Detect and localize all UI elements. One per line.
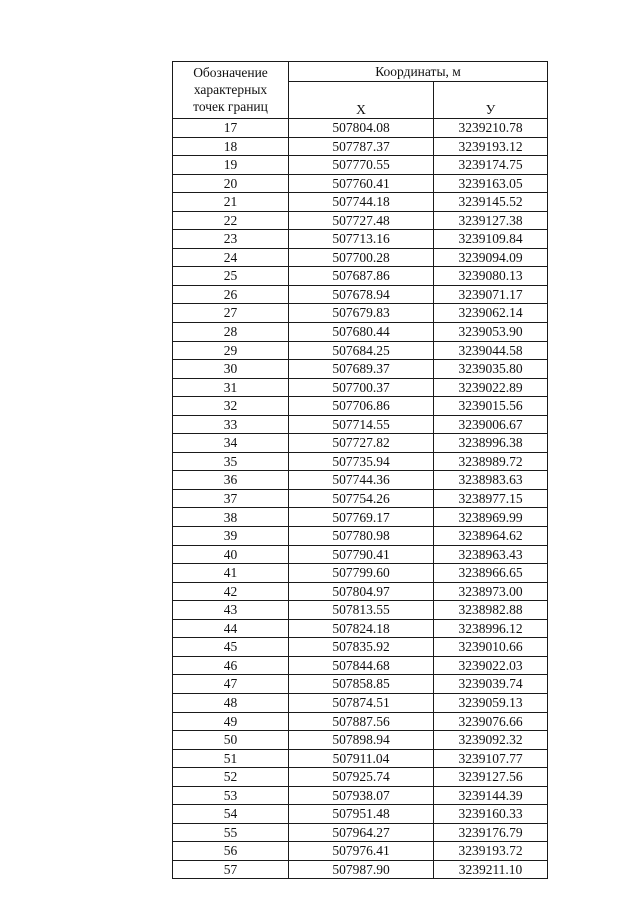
x-coordinate-cell: 507678.94 <box>289 285 434 304</box>
y-coordinate-cell: 3239163.05 <box>434 174 548 193</box>
y-coordinate-cell: 3239211.10 <box>434 860 548 879</box>
x-coordinate-cell: 507727.48 <box>289 211 434 230</box>
point-id-cell: 39 <box>173 527 289 546</box>
point-id-cell: 33 <box>173 415 289 434</box>
y-coordinate-cell: 3239109.84 <box>434 230 548 249</box>
y-coordinate-cell: 3239094.09 <box>434 248 548 267</box>
point-id-cell: 21 <box>173 193 289 212</box>
point-id-cell: 19 <box>173 156 289 175</box>
table-row <box>173 434 548 453</box>
point-id-cell: 51 <box>173 749 289 768</box>
table-row <box>173 564 548 583</box>
coordinates-header: Координаты, м <box>289 62 548 82</box>
point-id-header <box>173 62 289 119</box>
point-id-header-line: точек границ <box>193 99 268 114</box>
table-row <box>173 341 548 360</box>
x-coordinate-cell: 507835.92 <box>289 638 434 657</box>
point-id-cell: 52 <box>173 768 289 787</box>
y-coordinate-cell: 3239059.13 <box>434 693 548 712</box>
y-coordinate-cell: 3239127.38 <box>434 211 548 230</box>
x-coordinate-cell: 507804.08 <box>289 119 434 138</box>
point-id-cell: 31 <box>173 378 289 397</box>
x-coordinate-cell: 507713.16 <box>289 230 434 249</box>
x-coordinate-cell: 507799.60 <box>289 564 434 583</box>
table-row <box>173 731 548 750</box>
table-row <box>173 489 548 508</box>
table-row <box>173 285 548 304</box>
x-coordinate-cell: 507804.97 <box>289 582 434 601</box>
x-coordinate-cell: 507844.68 <box>289 656 434 675</box>
table-row <box>173 378 548 397</box>
point-id-cell: 25 <box>173 267 289 286</box>
point-id-cell: 54 <box>173 805 289 824</box>
table-row <box>173 304 548 323</box>
y-coordinate-cell: 3239092.32 <box>434 731 548 750</box>
x-coordinate-cell: 507680.44 <box>289 323 434 342</box>
point-id-cell: 28 <box>173 323 289 342</box>
table-row <box>173 545 548 564</box>
point-id-cell: 56 <box>173 842 289 861</box>
x-coordinate-cell: 507770.55 <box>289 156 434 175</box>
table-row <box>173 749 548 768</box>
y-coordinate-cell: 3238963.43 <box>434 545 548 564</box>
point-id-header-line: Обозначение <box>193 65 268 80</box>
x-coordinate-cell: 507858.85 <box>289 675 434 694</box>
point-id-cell: 55 <box>173 823 289 842</box>
table-row <box>173 193 548 212</box>
point-id-cell: 34 <box>173 434 289 453</box>
table-row <box>173 860 548 879</box>
point-id-cell: 23 <box>173 230 289 249</box>
x-coordinate-cell: 507911.04 <box>289 749 434 768</box>
x-coordinate-cell: 507951.48 <box>289 805 434 824</box>
point-id-cell: 29 <box>173 341 289 360</box>
y-coordinate-cell: 3239107.77 <box>434 749 548 768</box>
point-id-cell: 35 <box>173 452 289 471</box>
x-coordinate-cell: 507976.41 <box>289 842 434 861</box>
y-coordinate-cell: 3239044.58 <box>434 341 548 360</box>
y-coordinate-cell: 3239053.90 <box>434 323 548 342</box>
point-id-cell: 53 <box>173 786 289 805</box>
point-id-cell: 17 <box>173 119 289 138</box>
y-coordinate-cell: 3239193.72 <box>434 842 548 861</box>
coordinates-table <box>172 61 548 879</box>
y-coordinate-cell: 3239160.33 <box>434 805 548 824</box>
table-row <box>173 805 548 824</box>
table-row <box>173 638 548 657</box>
y-coordinate-cell: 3239015.56 <box>434 397 548 416</box>
point-id-cell: 45 <box>173 638 289 657</box>
y-coordinate-cell: 3239010.66 <box>434 638 548 657</box>
point-id-cell: 44 <box>173 619 289 638</box>
x-coordinate-cell: 507700.37 <box>289 378 434 397</box>
x-coordinate-cell: 507874.51 <box>289 693 434 712</box>
y-coordinate-cell: 3239193.12 <box>434 137 548 156</box>
x-coordinate-cell: 507689.37 <box>289 360 434 379</box>
point-id-cell: 40 <box>173 545 289 564</box>
point-id-cell: 57 <box>173 860 289 879</box>
y-coordinate-cell: 3238966.65 <box>434 564 548 583</box>
table-row <box>173 267 548 286</box>
point-id-cell: 27 <box>173 304 289 323</box>
y-coordinate-cell: 3238973.00 <box>434 582 548 601</box>
table-row <box>173 137 548 156</box>
x-coordinate-cell: 507727.82 <box>289 434 434 453</box>
table-row <box>173 248 548 267</box>
point-id-header-line: характерных <box>193 82 268 97</box>
table-row <box>173 415 548 434</box>
table-row <box>173 712 548 731</box>
table-row <box>173 842 548 861</box>
x-coordinate-cell: 507987.90 <box>289 860 434 879</box>
table-row <box>173 823 548 842</box>
table-row <box>173 119 548 138</box>
x-coordinate-cell: 507964.27 <box>289 823 434 842</box>
x-column-header: X <box>289 81 434 118</box>
point-id-cell: 24 <box>173 248 289 267</box>
x-coordinate-cell: 507684.25 <box>289 341 434 360</box>
table-row <box>173 693 548 712</box>
y-coordinate-cell: 3239144.39 <box>434 786 548 805</box>
table-row <box>173 174 548 193</box>
table-row <box>173 323 548 342</box>
point-id-cell: 48 <box>173 693 289 712</box>
table-row <box>173 156 548 175</box>
y-coordinate-cell: 3238989.72 <box>434 452 548 471</box>
x-coordinate-cell: 507925.74 <box>289 768 434 787</box>
table-row <box>173 619 548 638</box>
x-coordinate-cell: 507887.56 <box>289 712 434 731</box>
y-coordinate-cell: 3239035.80 <box>434 360 548 379</box>
point-id-cell: 47 <box>173 675 289 694</box>
x-coordinate-cell: 507813.55 <box>289 601 434 620</box>
y-coordinate-cell: 3239006.67 <box>434 415 548 434</box>
x-coordinate-cell: 507769.17 <box>289 508 434 527</box>
y-coordinate-cell: 3238996.38 <box>434 434 548 453</box>
point-id-cell: 18 <box>173 137 289 156</box>
point-id-cell: 37 <box>173 489 289 508</box>
table-row <box>173 786 548 805</box>
table-header <box>173 62 548 119</box>
y-coordinate-cell: 3239080.13 <box>434 267 548 286</box>
y-coordinate-cell: 3239062.14 <box>434 304 548 323</box>
point-id-cell: 43 <box>173 601 289 620</box>
y-coordinate-cell: 3239176.79 <box>434 823 548 842</box>
y-coordinate-cell: 3239210.78 <box>434 119 548 138</box>
table-row <box>173 527 548 546</box>
table-row <box>173 471 548 490</box>
table-row <box>173 768 548 787</box>
point-id-cell: 26 <box>173 285 289 304</box>
y-coordinate-cell: 3238982.88 <box>434 601 548 620</box>
table-row <box>173 230 548 249</box>
table-row <box>173 360 548 379</box>
table-row <box>173 656 548 675</box>
y-coordinate-cell: 3239174.75 <box>434 156 548 175</box>
x-coordinate-cell: 507744.36 <box>289 471 434 490</box>
y-coordinate-cell: 3238977.15 <box>434 489 548 508</box>
table-row <box>173 211 548 230</box>
y-coordinate-cell: 3239076.66 <box>434 712 548 731</box>
x-coordinate-cell: 507714.55 <box>289 415 434 434</box>
point-id-cell: 30 <box>173 360 289 379</box>
y-coordinate-cell: 3238964.62 <box>434 527 548 546</box>
y-coordinate-cell: 3239145.52 <box>434 193 548 212</box>
x-coordinate-cell: 507687.86 <box>289 267 434 286</box>
x-coordinate-cell: 507700.28 <box>289 248 434 267</box>
y-coordinate-cell: 3239039.74 <box>434 675 548 694</box>
x-coordinate-cell: 507787.37 <box>289 137 434 156</box>
x-coordinate-cell: 507679.83 <box>289 304 434 323</box>
y-coordinate-cell: 3239022.03 <box>434 656 548 675</box>
x-coordinate-cell: 507706.86 <box>289 397 434 416</box>
x-coordinate-cell: 507898.94 <box>289 731 434 750</box>
y-coordinate-cell: 3238996.12 <box>434 619 548 638</box>
x-coordinate-cell: 507754.26 <box>289 489 434 508</box>
point-id-cell: 42 <box>173 582 289 601</box>
x-coordinate-cell: 507824.18 <box>289 619 434 638</box>
point-id-cell: 36 <box>173 471 289 490</box>
table-row <box>173 508 548 527</box>
point-id-cell: 50 <box>173 731 289 750</box>
point-id-cell: 20 <box>173 174 289 193</box>
point-id-cell: 22 <box>173 211 289 230</box>
x-coordinate-cell: 507735.94 <box>289 452 434 471</box>
point-id-cell: 49 <box>173 712 289 731</box>
y-column-header: У <box>434 81 548 118</box>
y-coordinate-cell: 3238969.99 <box>434 508 548 527</box>
table-row <box>173 452 548 471</box>
x-coordinate-cell: 507938.07 <box>289 786 434 805</box>
x-coordinate-cell: 507790.41 <box>289 545 434 564</box>
point-id-cell: 38 <box>173 508 289 527</box>
x-coordinate-cell: 507780.98 <box>289 527 434 546</box>
point-id-cell: 46 <box>173 656 289 675</box>
point-id-cell: 32 <box>173 397 289 416</box>
table-row <box>173 601 548 620</box>
table-row <box>173 675 548 694</box>
x-coordinate-cell: 507744.18 <box>289 193 434 212</box>
y-coordinate-cell: 3239127.56 <box>434 768 548 787</box>
x-coordinate-cell: 507760.41 <box>289 174 434 193</box>
table-row <box>173 397 548 416</box>
y-coordinate-cell: 3239022.89 <box>434 378 548 397</box>
table-row <box>173 582 548 601</box>
table-body <box>173 119 548 879</box>
point-id-cell: 41 <box>173 564 289 583</box>
y-coordinate-cell: 3239071.17 <box>434 285 548 304</box>
y-coordinate-cell: 3238983.63 <box>434 471 548 490</box>
